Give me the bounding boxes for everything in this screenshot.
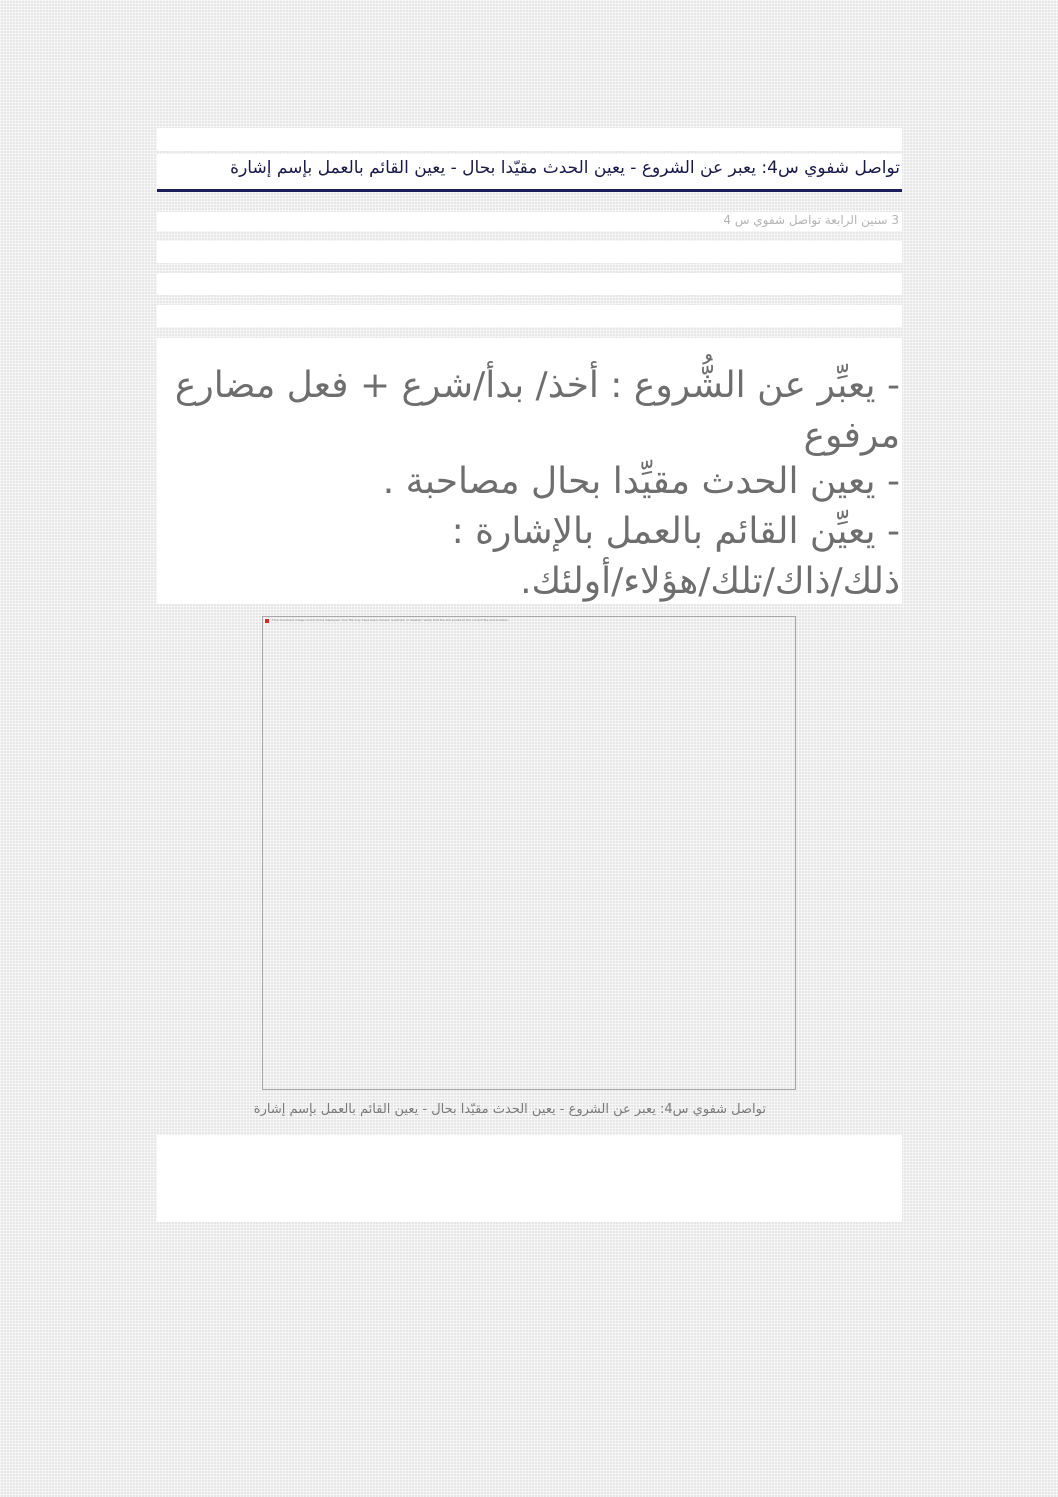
title-divider (157, 189, 902, 192)
broken-image-icon (265, 619, 269, 623)
spacer-strip-2 (157, 273, 902, 295)
spacer-strip-1 (157, 241, 902, 263)
breadcrumb-strip (157, 212, 902, 231)
content-line-1: - يعبِّر عن الشُّروع : أخذ/ بدأ/شرع + فعل مضارع (174, 365, 900, 406)
content-line-4: - يعيِّن القائم بالعمل بالإشارة : (451, 511, 900, 552)
embedded-image-frame[interactable] (262, 616, 796, 1090)
footer-box (157, 1135, 902, 1222)
breadcrumb[interactable]: 3 سنين الرابعة تواصل شفوي س 4 (723, 213, 899, 227)
content-line-5: ذلك/ذاك/تلك/هؤلاء/أولئك. (520, 561, 900, 602)
content-line-2: مرفوع (803, 415, 900, 456)
top-spacer-strip (157, 128, 902, 151)
content-box (157, 338, 902, 604)
image-caption: تواصل شفوي س4: يعبر عن الشروع - يعين الحدث مقيّدا بحال - يعين القائم بالعمل بإسم إشارة (253, 1102, 766, 1117)
broken-image-message: This document image could not be displayed. Your file may have been moved, renamed, or deleted. Verify that the link points to the correct file and location. (272, 618, 509, 622)
spacer-strip-3 (157, 305, 902, 327)
page-title[interactable]: تواصل شفوي س4: يعبر عن الشروع - يعين الحدث مقيّدا بحال - يعين القائم بالعمل بإسم إشارة (230, 158, 900, 178)
title-bar (157, 154, 902, 189)
content-line-3: - يعين الحدث مقيِّدا بحال مصاحبة . (382, 461, 900, 502)
